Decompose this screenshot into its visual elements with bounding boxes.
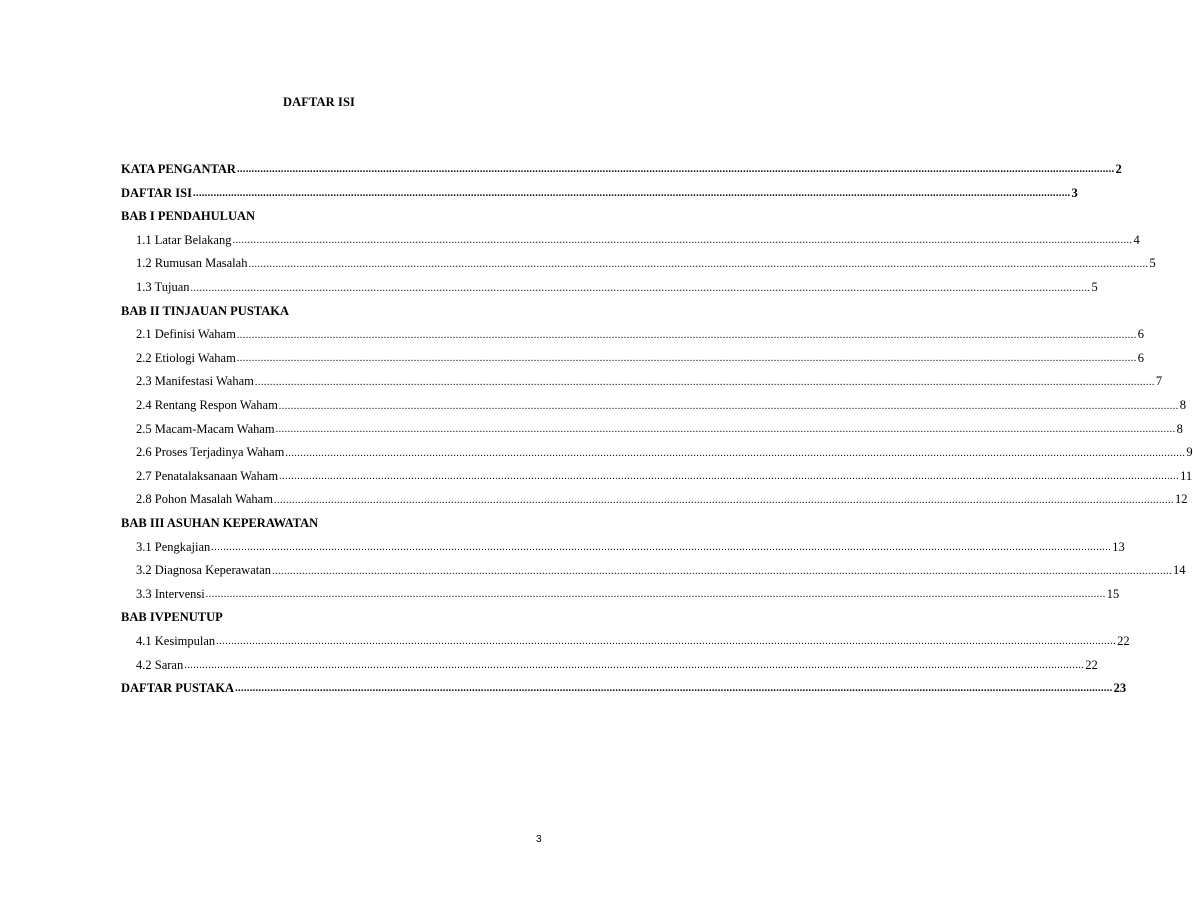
toc-entry-label: DAFTAR ISI bbox=[121, 185, 192, 200]
toc-entry-label: 2.1 Definisi Waham bbox=[136, 327, 236, 342]
toc-entry bbox=[121, 626, 1130, 650]
toc-entry-label: BAB I PENDAHULUAN bbox=[121, 209, 256, 224]
toc-entry bbox=[121, 343, 1145, 367]
toc-entry-page: 9 bbox=[1186, 445, 1193, 460]
toc-entry-page: 5 bbox=[1149, 256, 1156, 271]
toc-entry-page: 7 bbox=[1155, 374, 1163, 389]
toc-dot-leader: ............................................................................................................................................................................................................................................................................................................ bbox=[192, 187, 1071, 199]
toc-chapter-heading bbox=[121, 201, 531, 225]
toc-entry-label: 4.1 Kesimpulan bbox=[136, 633, 216, 648]
toc-entry bbox=[121, 555, 1186, 579]
toc-entry-page: 6 bbox=[1137, 327, 1145, 342]
toc-entry-page: 2 bbox=[1115, 162, 1122, 177]
toc-chapter-heading bbox=[121, 296, 531, 320]
toc-entry bbox=[121, 673, 1127, 697]
toc-entry bbox=[121, 579, 1120, 603]
toc-entry bbox=[121, 272, 1098, 296]
toc-dot-leader: ............................................................................................................................................................................................................................................................................................................ bbox=[236, 164, 1115, 176]
toc-entry-label: 2.8 Pohon Masalah Waham bbox=[136, 492, 273, 507]
toc-chapter-heading bbox=[121, 602, 531, 626]
toc-dot-leader: ............................................................................................................................................................................................................................................................................................................ bbox=[254, 376, 1155, 388]
toc-dot-leader: ............................................................................................................................................................................................................................................................................................................ bbox=[236, 329, 1137, 341]
toc-entry bbox=[121, 319, 1145, 343]
toc-dot-leader: ............................................................................................................................................................................................................................................................................................................ bbox=[205, 589, 1106, 601]
toc-dot-leader: ............................................................................................................................................................................................................................................................................................................ bbox=[211, 542, 1112, 554]
page-title: DAFTAR ISI bbox=[283, 95, 355, 109]
toc-entry bbox=[121, 437, 1193, 461]
toc-entry bbox=[121, 461, 1193, 485]
toc-dot-leader: ............................................................................................................................................................................................................................................................................................................ bbox=[235, 683, 1113, 695]
toc-entry bbox=[121, 248, 1156, 272]
toc-entry-label: 3.2 Diagnosa Keperawatan bbox=[136, 563, 272, 578]
toc-entry bbox=[121, 225, 1140, 249]
toc-entry-page: 8 bbox=[1176, 421, 1183, 436]
toc-entry-label: BAB IVPENUTUP bbox=[121, 610, 223, 625]
toc-entry-label: 1.2 Rumusan Masalah bbox=[136, 256, 248, 271]
page-number: 3 bbox=[536, 834, 542, 845]
toc-entry-label: 1.1 Latar Belakang bbox=[136, 232, 232, 247]
toc-entry-label: DAFTAR PUSTAKA bbox=[121, 681, 235, 696]
toc-entry-label: 3.1 Pengkajian bbox=[136, 539, 211, 554]
toc-entry bbox=[121, 414, 1183, 438]
toc-entry-page: 22 bbox=[1117, 633, 1130, 648]
toc-entry-page: 4 bbox=[1133, 232, 1140, 247]
toc-entry-label: 2.4 Rentang Respon Waham bbox=[136, 398, 278, 413]
toc-entry-page: 8 bbox=[1179, 398, 1187, 413]
toc-entry-label: KATA PENGANTAR bbox=[121, 162, 236, 177]
toc-entry bbox=[121, 484, 1188, 508]
toc-entry-page: 14 bbox=[1173, 563, 1186, 578]
toc-entry-label: 2.3 Manifestasi Waham bbox=[136, 374, 254, 389]
toc-entry bbox=[121, 154, 1122, 178]
toc-entry-label: 1.3 Tujuan bbox=[136, 280, 190, 295]
toc-entry-label: 2.5 Macam-Macam Waham bbox=[136, 421, 275, 436]
toc-entry-page: 15 bbox=[1106, 586, 1120, 601]
toc-entry-label: 2.6 Proses Terjadinya Waham bbox=[136, 445, 285, 460]
toc-entry-page: 11 bbox=[1180, 468, 1193, 483]
toc-entry bbox=[121, 366, 1163, 390]
toc-dot-leader: ............................................................................................................................................................................................................................................................................................................ bbox=[279, 471, 1180, 483]
toc-chapter-heading bbox=[121, 508, 531, 532]
toc-dot-leader: ............................................................................................................................................................................................................................................................................................................ bbox=[278, 400, 1179, 412]
toc-entry-page: 13 bbox=[1112, 539, 1125, 554]
toc-entry-label: 2.7 Penatalaksanaan Waham bbox=[136, 468, 279, 483]
toc-entry bbox=[121, 649, 1098, 673]
toc-dot-leader: ............................................................................................................................................................................................................................................................................................................ bbox=[236, 353, 1137, 365]
toc-dot-leader: ............................................................................................................................................................................................................................................................................................................ bbox=[273, 494, 1174, 506]
toc-entry-label: BAB III ASUHAN KEPERAWATAN bbox=[121, 516, 319, 530]
toc-entry-page: 23 bbox=[1113, 681, 1127, 696]
toc-entry-page: 5 bbox=[1091, 280, 1098, 295]
toc-entry-label: BAB II TINJAUAN PUSTAKA bbox=[121, 303, 289, 318]
toc-dot-leader: ............................................................................................................................................................................................................................................................................................................ bbox=[190, 282, 1091, 294]
toc-dot-leader: ............................................................................................................................................................................................................................................................................................................ bbox=[275, 424, 1176, 436]
toc-entry-label: 4.2 Saran bbox=[136, 657, 184, 672]
toc-entry-label: 3.3 Intervensi bbox=[136, 586, 205, 601]
toc-dot-leader: ............................................................................................................................................................................................................................................................................................................ bbox=[216, 636, 1117, 648]
toc-entry-label: 2.2 Etiologi Waham bbox=[136, 350, 236, 365]
toc-entry-page: 22 bbox=[1085, 657, 1098, 672]
toc-dot-leader: ............................................................................................................................................................................................................................................................................................................ bbox=[285, 447, 1186, 459]
table-of-contents bbox=[121, 154, 1193, 697]
toc-entry-page: 6 bbox=[1137, 350, 1145, 365]
toc-dot-leader: ............................................................................................................................................................................................................................................................................................................ bbox=[248, 258, 1149, 270]
toc-dot-leader: ............................................................................................................................................................................................................................................................................................................ bbox=[272, 565, 1173, 577]
toc-entry-page: 12 bbox=[1174, 492, 1188, 507]
toc-dot-leader: ............................................................................................................................................................................................................................................................................................................ bbox=[184, 660, 1085, 672]
toc-entry bbox=[121, 178, 1078, 202]
toc-entry-page: 3 bbox=[1071, 185, 1078, 200]
toc-entry bbox=[121, 532, 1125, 556]
toc-entry bbox=[121, 390, 1187, 414]
toc-dot-leader: ............................................................................................................................................................................................................................................................................................................ bbox=[232, 235, 1133, 247]
